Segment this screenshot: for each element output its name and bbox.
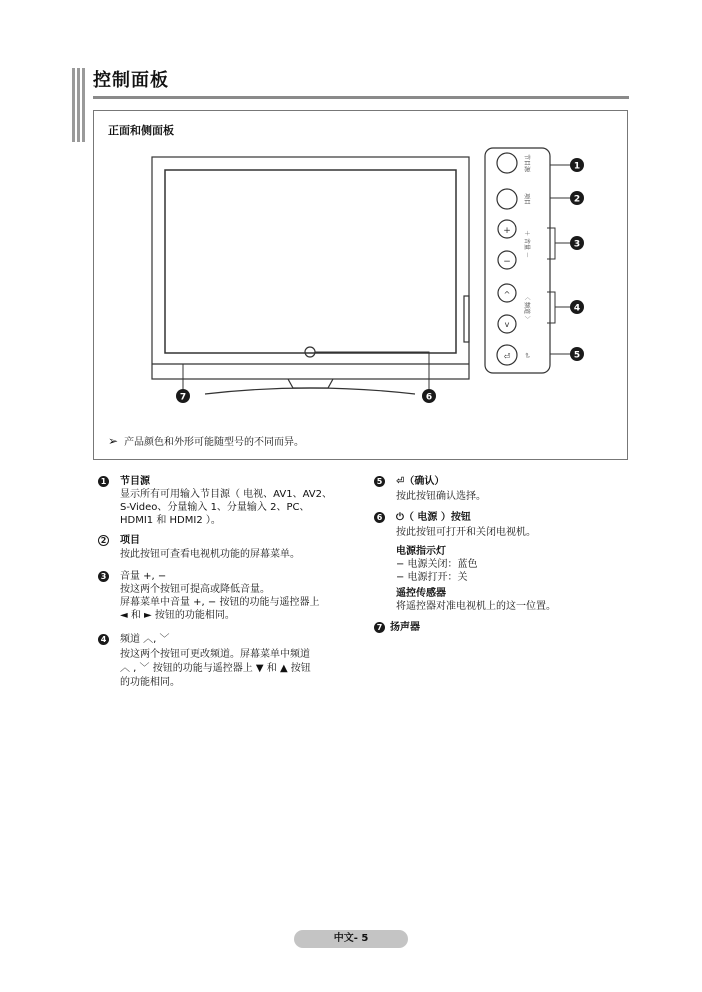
item-title: 节目源 (120, 476, 150, 487)
item-line: 显示所有可用输入节目源（ 电视、AV1、AV2、 (120, 489, 332, 500)
power-indicator-line: − 电源关闭：蓝色 (396, 559, 478, 570)
marker-1: 1 (573, 161, 581, 172)
button-symbol-down: v (504, 320, 510, 329)
label-channel: 〈 频道 〉 (523, 294, 530, 322)
item-title: ⏻（ 电源 ）按钮 (396, 512, 471, 523)
item-title: 频道 ︿, ﹀ (120, 634, 170, 645)
item-line: HDMI1 和 HDMI2 ）。 (120, 515, 221, 526)
tv-diagram (93, 110, 628, 460)
page-footer: 中文- 5 (294, 930, 408, 948)
item-number: 3 (98, 571, 109, 582)
tv-frame (152, 157, 469, 379)
page-title: 控制面板 (93, 70, 169, 91)
sensor-title: 遥控传感器 (396, 588, 446, 599)
item-line: 的功能相同。 (120, 677, 180, 688)
power-indicator-title: 电源指示灯 (396, 546, 446, 557)
source-button (497, 153, 517, 173)
marker-4: 4 (573, 303, 581, 314)
panel-title: 正面和侧面板 (108, 124, 174, 137)
tv-stand-neck (288, 379, 333, 388)
item-line: 按此按钮可打开和关闭电视机。 (396, 527, 536, 538)
item-title: 音量 +, − (120, 571, 167, 582)
side-control-strip (464, 296, 469, 342)
bracket-4 (547, 292, 555, 323)
item-title: ⏎（确认） (396, 476, 445, 487)
item-number: 5 (374, 476, 385, 487)
label-volume: ＋ 音量 － (523, 230, 530, 258)
item-line: 按这两个按钮可更改频道。屏幕菜单中频道 (120, 649, 310, 660)
item-number: 1 (98, 476, 109, 487)
item-line: S-Video、分量输入 1、分量输入 2、PC、 (120, 502, 310, 513)
power-indicator-line: − 电源打开：关 (396, 572, 468, 583)
item-title: 扬声器 (390, 622, 420, 633)
marker-2: 2 (573, 194, 581, 205)
item-line: 按这两个按钮可提高或降低音量。 (120, 584, 270, 595)
item-line: 按此按钮可查看电视机功能的屏幕菜单。 (120, 549, 300, 560)
tv-stand-base (205, 388, 415, 394)
marker-6: 6 (425, 392, 433, 403)
title-decoration (72, 68, 86, 142)
item-number: 4 (98, 634, 109, 645)
item-title: 项目 (120, 535, 140, 546)
item-number: 6 (374, 512, 385, 523)
button-symbol-up: ^ (503, 290, 511, 299)
button-symbol-enter: ⏎ (503, 352, 511, 361)
tv-screen (165, 170, 456, 353)
label-source: 节目源 (523, 153, 530, 173)
note-text: 产品颜色和外形可能随型号的不同而异。 (124, 437, 305, 448)
menu-button (497, 189, 517, 209)
item-line: 屏幕菜单中音量 +, − 按钮的功能与遥控器上 (120, 597, 320, 608)
power-sensor (305, 347, 315, 357)
item-number: 2 (98, 535, 109, 546)
item-line: ︿ , ﹀ 按钮的功能与遥控器上 ▼ 和 ▲ 按钮 (120, 663, 311, 674)
button-panel (485, 148, 550, 373)
marker-5: 5 (573, 350, 581, 361)
bracket-3 (547, 228, 555, 259)
left-column (98, 475, 358, 705)
item-line: 按此按钮确认选择。 (396, 491, 486, 502)
sensor-line: 将遥控器对准电视机上的这一位置。 (396, 601, 556, 612)
label-enter: ⏎ (523, 352, 530, 358)
item-number: 7 (374, 622, 385, 633)
item-line: ◄ 和 ► 按钮的功能相同。 (120, 610, 235, 621)
button-symbol-minus: − (503, 257, 511, 267)
right-column (374, 475, 604, 645)
marker-3: 3 (573, 239, 581, 250)
leader-6 (315, 352, 429, 391)
marker-7: 7 (179, 392, 187, 403)
button-symbol-plus: + (503, 226, 511, 236)
note (108, 433, 304, 448)
title-rule (93, 96, 629, 99)
label-menu: 项目 (523, 192, 530, 206)
arrow-right-icon: ➢ (108, 434, 119, 448)
